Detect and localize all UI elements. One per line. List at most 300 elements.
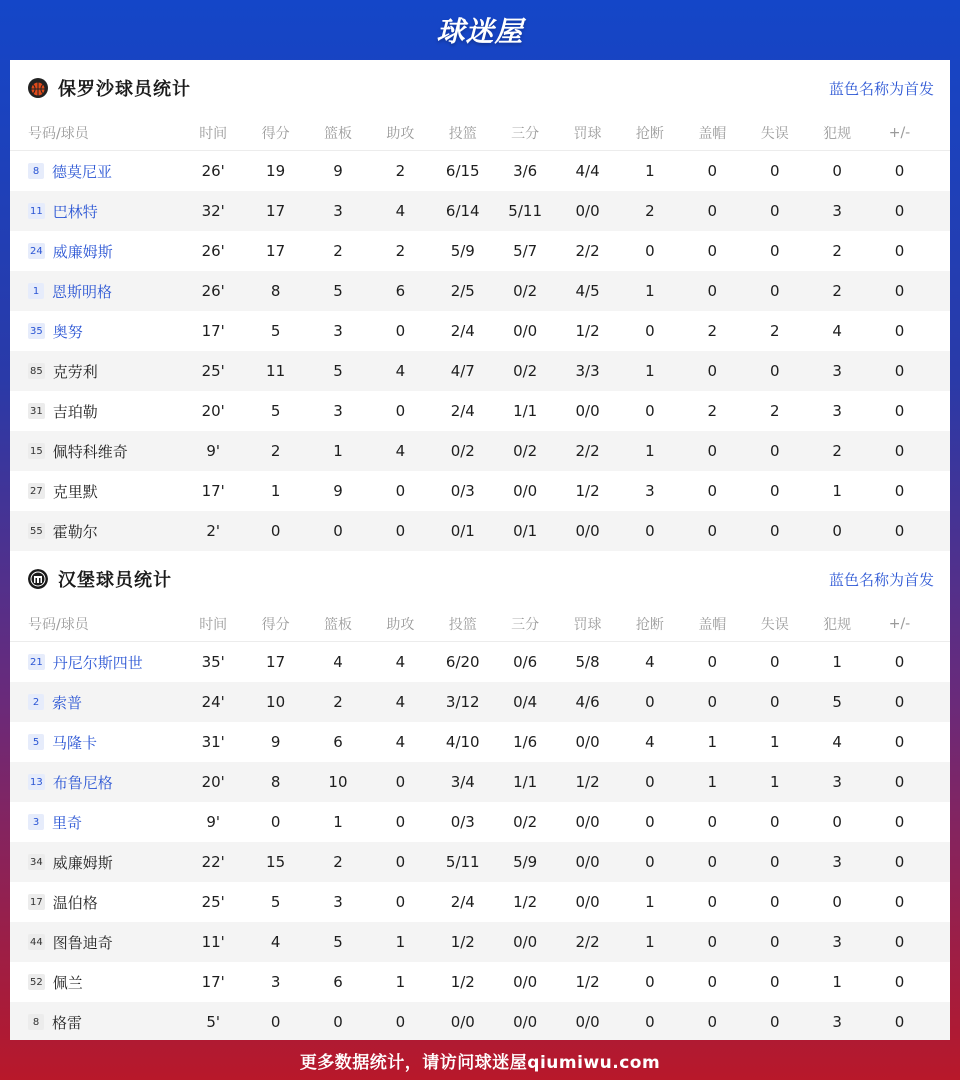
stat-plusminus: 0 [894, 442, 905, 460]
stat-rebounds: 3 [333, 893, 343, 911]
stat-rebounds: 1 [333, 813, 343, 831]
stat-steals: 4 [645, 733, 655, 751]
jersey-number-badge: 5 [28, 734, 44, 750]
stat-rebounds: 6 [333, 733, 343, 751]
stat-turnovers: 0 [769, 482, 780, 500]
stat-points: 8 [270, 773, 281, 791]
stat-three: 0/0 [513, 973, 538, 991]
stat-turnovers: 1 [769, 733, 780, 751]
stat-points: 0 [270, 1013, 281, 1031]
player-row[interactable] [10, 511, 950, 551]
stat-ft: 0/0 [575, 893, 600, 911]
stat-blocks: 0 [707, 813, 718, 831]
jersey-number-badge: 11 [28, 203, 45, 219]
column-header: 罚球 [573, 126, 602, 142]
stat-steals: 0 [645, 773, 655, 791]
stat-rebounds: 3 [333, 202, 343, 220]
stat-minutes: 32' [201, 202, 225, 220]
stats-card [10, 60, 950, 1040]
stat-assists: 1 [395, 973, 406, 991]
stat-assists: 2 [395, 242, 406, 260]
stat-minutes: 25' [201, 362, 225, 380]
stat-fouls: 0 [832, 522, 842, 540]
stat-rebounds: 3 [333, 402, 343, 420]
stat-minutes: 5' [206, 1013, 221, 1031]
stat-plusminus: 0 [894, 322, 905, 340]
stat-assists: 4 [395, 442, 406, 460]
stat-turnovers: 2 [769, 402, 780, 420]
column-header: 三分 [511, 617, 540, 633]
player-name-link[interactable]: 恩斯明格 [52, 282, 113, 301]
stat-plusminus: 0 [894, 733, 905, 751]
player-row[interactable] [10, 471, 950, 511]
stat-fg: 4/10 [445, 733, 480, 751]
stat-points: 5 [270, 402, 281, 420]
jersey-number-badge: 31 [28, 403, 45, 419]
stat-ft: 1/2 [575, 322, 600, 340]
player-cell [10, 972, 182, 993]
column-header: 时间 [199, 617, 228, 633]
stat-ft: 0/0 [575, 813, 600, 831]
stat-plusminus: 0 [894, 693, 905, 711]
stat-three: 5/11 [508, 202, 542, 220]
player-name-link[interactable]: 威廉姆斯 [52, 853, 113, 872]
team-header [10, 551, 950, 607]
column-header: 失误 [760, 617, 789, 633]
player-name-link[interactable]: 威廉姆斯 [52, 242, 113, 261]
column-header: 犯规 [823, 126, 852, 142]
stat-steals: 0 [645, 402, 655, 420]
player-row[interactable] [10, 311, 950, 351]
jersey-number-badge: 17 [28, 894, 45, 910]
stat-assists: 2 [395, 162, 406, 180]
stat-blocks: 0 [707, 442, 718, 460]
stat-turnovers: 1 [769, 773, 780, 791]
stat-fg: 5/11 [445, 853, 480, 871]
stat-ft: 0/0 [575, 402, 600, 420]
stat-points: 0 [270, 522, 281, 540]
jersey-number-badge: 52 [28, 974, 45, 990]
stat-fg: 1/2 [450, 973, 475, 991]
player-name-link[interactable]: 吉珀勒 [52, 402, 98, 421]
player-name-link[interactable]: 克里默 [52, 482, 98, 501]
stat-plusminus: 0 [894, 402, 905, 420]
stat-plusminus: 0 [894, 1013, 905, 1031]
stat-three: 0/0 [513, 933, 538, 951]
stat-fouls: 0 [832, 813, 842, 831]
stat-blocks: 0 [707, 522, 718, 540]
stat-fouls: 4 [832, 733, 842, 751]
column-header: 盖帽 [698, 617, 727, 633]
stat-steals: 0 [645, 693, 655, 711]
stat-rebounds: 2 [333, 853, 343, 871]
stat-steals: 1 [645, 442, 655, 460]
stat-ft: 4/6 [575, 693, 600, 711]
player-name-link[interactable]: 格雷 [52, 1013, 83, 1032]
stat-minutes: 24' [201, 693, 225, 711]
stat-plusminus: 0 [894, 853, 905, 871]
stat-fg: 4/7 [450, 362, 475, 380]
stat-ft: 4/4 [575, 162, 600, 180]
stat-three: 5/9 [513, 853, 538, 871]
stat-steals: 1 [645, 362, 655, 380]
player-cell [10, 892, 182, 913]
stat-fg: 3/12 [445, 693, 480, 711]
stat-fouls: 1 [832, 653, 842, 671]
stat-steals: 0 [645, 322, 655, 340]
stat-fouls: 3 [832, 402, 842, 420]
player-cell [10, 732, 182, 753]
player-cell [10, 321, 182, 342]
stat-minutes: 26' [201, 282, 225, 300]
stat-fg: 5/9 [450, 242, 475, 260]
stat-three: 3/6 [513, 162, 538, 180]
column-header: 篮板 [323, 126, 352, 142]
stat-rebounds: 0 [333, 1013, 343, 1031]
stat-plusminus: 0 [894, 242, 905, 260]
team-crest-icon [28, 569, 48, 589]
stat-ft: 2/2 [575, 242, 600, 260]
jersey-number-badge: 24 [28, 243, 45, 259]
team-section [10, 551, 950, 1040]
stat-blocks: 0 [707, 693, 718, 711]
stat-turnovers: 0 [769, 933, 780, 951]
player-cell [10, 812, 182, 833]
stat-three: 1/1 [513, 402, 538, 420]
player-row[interactable] [10, 431, 950, 471]
stat-points: 19 [266, 162, 286, 180]
stat-fg: 0/0 [450, 1013, 475, 1031]
stat-three: 1/6 [513, 733, 538, 751]
stat-fouls: 3 [832, 1013, 842, 1031]
stat-assists: 0 [395, 482, 406, 500]
player-row[interactable] [10, 802, 950, 842]
player-row[interactable] [10, 151, 950, 191]
stat-minutes: 17' [201, 482, 225, 500]
stat-plusminus: 0 [894, 282, 905, 300]
player-name-link[interactable]: 丹尼尔斯四世 [52, 653, 143, 672]
stat-fg: 2/4 [450, 322, 475, 340]
stat-minutes: 9' [206, 813, 221, 831]
jersey-number-badge: 13 [28, 774, 45, 790]
player-row[interactable] [10, 962, 950, 1002]
player-row[interactable] [10, 351, 950, 391]
stat-fg: 0/3 [450, 813, 475, 831]
player-name-link[interactable]: 佩兰 [52, 973, 83, 992]
column-header: 号码/球员 [28, 617, 89, 633]
stat-fouls: 3 [832, 202, 842, 220]
stat-assists: 1 [395, 933, 406, 951]
player-name-link[interactable]: 图鲁迪奇 [52, 933, 113, 952]
player-cell [10, 481, 182, 502]
player-name-link[interactable]: 德莫尼亚 [52, 162, 113, 181]
stat-fouls: 0 [832, 162, 842, 180]
stat-three: 0/0 [513, 482, 538, 500]
stat-minutes: 22' [201, 853, 225, 871]
stat-points: 2 [270, 442, 281, 460]
stat-ft: 0/0 [575, 522, 600, 540]
stat-assists: 4 [395, 733, 406, 751]
stat-ft: 1/2 [575, 973, 600, 991]
stat-turnovers: 0 [769, 522, 780, 540]
stat-plusminus: 0 [894, 813, 905, 831]
stat-fouls: 5 [832, 693, 842, 711]
stat-points: 17 [266, 202, 286, 220]
player-name-link[interactable]: 克劳利 [52, 362, 98, 381]
stat-ft: 0/0 [575, 853, 600, 871]
stat-rebounds: 6 [333, 973, 343, 991]
basketball-icon [28, 78, 48, 98]
stat-steals: 0 [645, 973, 655, 991]
player-name-link[interactable]: 奥努 [52, 322, 83, 341]
player-row[interactable] [10, 842, 950, 882]
stat-turnovers: 0 [769, 442, 780, 460]
player-name-link[interactable]: 里奇 [52, 813, 83, 832]
stat-steals: 1 [645, 162, 655, 180]
stat-fg: 6/14 [445, 202, 480, 220]
stat-steals: 0 [645, 813, 655, 831]
stat-points: 17 [266, 653, 286, 671]
stat-turnovers: 2 [769, 322, 780, 340]
team-title: 保罗沙球员统计 [58, 79, 191, 100]
player-cell [10, 241, 182, 262]
column-header: 三分 [511, 126, 540, 142]
column-header: +/- [888, 125, 911, 141]
column-header: 抢断 [635, 126, 664, 142]
stat-fg: 0/3 [450, 482, 475, 500]
stat-three: 5/7 [513, 242, 538, 260]
stat-minutes: 2' [206, 522, 221, 540]
stat-blocks: 0 [707, 893, 718, 911]
stat-blocks: 0 [707, 973, 718, 991]
footer-promo[interactable]: 更多数据统计，请访问球迷屋qiumiwu.com [299, 1052, 661, 1073]
jersey-number-badge: 27 [28, 483, 45, 499]
stat-three: 0/0 [513, 1013, 538, 1031]
player-cell [10, 521, 182, 542]
stat-rebounds: 2 [333, 693, 343, 711]
stat-blocks: 2 [707, 322, 718, 340]
player-row[interactable] [10, 391, 950, 431]
stat-minutes: 26' [201, 162, 225, 180]
stat-fouls: 2 [832, 242, 842, 260]
stat-blocks: 2 [707, 402, 718, 420]
column-header: 得分 [261, 126, 290, 142]
column-header: 盖帽 [698, 126, 727, 142]
player-row[interactable] [10, 1002, 950, 1040]
stat-rebounds: 9 [333, 482, 343, 500]
stat-steals: 4 [645, 653, 655, 671]
stat-fouls: 4 [832, 322, 842, 340]
player-cell [10, 852, 182, 873]
stat-points: 1 [270, 482, 281, 500]
player-name-link[interactable]: 霍勒尔 [52, 522, 98, 541]
player-name-link[interactable]: 巴林特 [52, 202, 98, 221]
stat-assists: 0 [395, 813, 406, 831]
player-cell [10, 692, 182, 713]
player-name-link[interactable]: 马隆卡 [52, 733, 98, 752]
stat-turnovers: 0 [769, 282, 780, 300]
stat-ft: 1/2 [575, 482, 600, 500]
brand-logo: 球迷屋 [436, 15, 524, 48]
player-cell [10, 772, 182, 793]
stat-minutes: 17' [201, 973, 225, 991]
column-header: 犯规 [823, 617, 852, 633]
stat-turnovers: 0 [769, 202, 780, 220]
stat-blocks: 0 [707, 362, 718, 380]
jersey-number-badge: 2 [28, 694, 44, 710]
stat-plusminus: 0 [894, 973, 905, 991]
stat-three: 0/2 [513, 813, 538, 831]
column-header: 投篮 [448, 126, 477, 142]
player-row[interactable] [10, 922, 950, 962]
player-cell [10, 441, 182, 462]
stat-three: 0/4 [513, 693, 538, 711]
stat-turnovers: 0 [769, 853, 780, 871]
stat-fouls: 1 [832, 482, 842, 500]
stat-three: 1/1 [513, 773, 538, 791]
stat-fg: 2/4 [450, 402, 475, 420]
jersey-number-badge: 21 [28, 654, 45, 670]
stat-assists: 0 [395, 1013, 406, 1031]
stat-points: 3 [270, 973, 281, 991]
player-row[interactable] [10, 682, 950, 722]
stat-assists: 4 [395, 362, 406, 380]
player-cell [10, 652, 182, 673]
stat-steals: 3 [645, 482, 655, 500]
stat-rebounds: 1 [333, 442, 343, 460]
stat-assists: 0 [395, 773, 406, 791]
player-cell [10, 361, 182, 382]
stat-assists: 6 [395, 282, 406, 300]
stat-blocks: 0 [707, 1013, 718, 1031]
column-header: 得分 [261, 617, 290, 633]
stat-fg: 6/20 [445, 653, 480, 671]
stat-fouls: 1 [832, 973, 842, 991]
stat-three: 0/1 [513, 522, 538, 540]
stat-points: 8 [270, 282, 281, 300]
stat-blocks: 0 [707, 282, 718, 300]
stat-minutes: 26' [201, 242, 225, 260]
stat-turnovers: 0 [769, 362, 780, 380]
player-name-link[interactable]: 佩特科维奇 [52, 442, 128, 461]
stat-minutes: 9' [206, 442, 221, 460]
stat-steals: 0 [645, 853, 655, 871]
stat-fouls: 0 [832, 893, 842, 911]
player-row[interactable] [10, 642, 950, 682]
stat-steals: 0 [645, 522, 655, 540]
stat-ft: 5/8 [575, 653, 600, 671]
stat-turnovers: 0 [769, 973, 780, 991]
stat-ft: 0/0 [575, 202, 600, 220]
starter-legend: 蓝色名称为首发 [828, 79, 934, 98]
player-row[interactable] [10, 722, 950, 762]
player-row[interactable] [10, 762, 950, 802]
stat-turnovers: 0 [769, 693, 780, 711]
stat-assists: 0 [395, 893, 406, 911]
stat-plusminus: 0 [894, 893, 905, 911]
jersey-number-badge: 35 [28, 323, 45, 339]
stat-steals: 1 [645, 933, 655, 951]
column-header: 罚球 [573, 617, 602, 633]
stat-plusminus: 0 [894, 162, 905, 180]
stat-blocks: 0 [707, 853, 718, 871]
player-name-link[interactable]: 温伯格 [52, 893, 98, 912]
stat-fg: 3/4 [450, 773, 475, 791]
stat-three: 0/2 [513, 282, 538, 300]
stat-blocks: 1 [707, 733, 718, 751]
stat-turnovers: 0 [769, 813, 780, 831]
stat-rebounds: 0 [333, 522, 343, 540]
stat-fouls: 3 [832, 362, 842, 380]
stat-rebounds: 10 [328, 773, 348, 791]
stat-blocks: 1 [707, 773, 718, 791]
stat-steals: 1 [645, 282, 655, 300]
player-row[interactable] [10, 191, 950, 231]
stat-turnovers: 0 [769, 893, 780, 911]
column-header: 抢断 [635, 617, 664, 633]
table-header [10, 116, 950, 151]
player-cell [10, 161, 182, 182]
stat-rebounds: 2 [333, 242, 343, 260]
column-header: 助攻 [386, 126, 415, 142]
jersey-number-badge: 8 [28, 1014, 44, 1030]
stat-fouls: 3 [832, 853, 842, 871]
stat-plusminus: 0 [894, 773, 905, 791]
column-header: 时间 [199, 126, 228, 142]
stat-ft: 2/2 [575, 933, 600, 951]
team-title: 汉堡球员统计 [58, 570, 172, 591]
player-name-link[interactable]: 布鲁尼格 [52, 773, 113, 792]
stat-plusminus: 0 [894, 653, 905, 671]
stat-ft: 3/3 [575, 362, 600, 380]
stat-rebounds: 4 [333, 653, 343, 671]
player-row[interactable] [10, 271, 950, 311]
stat-minutes: 31' [201, 733, 225, 751]
player-cell [10, 1012, 182, 1033]
stat-turnovers: 0 [769, 242, 780, 260]
stat-points: 4 [270, 933, 281, 951]
stat-ft: 0/0 [575, 1013, 600, 1031]
stat-points: 5 [270, 893, 281, 911]
stat-plusminus: 0 [894, 522, 905, 540]
stat-blocks: 0 [707, 202, 718, 220]
player-name-link[interactable]: 索普 [52, 693, 83, 712]
stat-assists: 4 [395, 653, 406, 671]
player-row[interactable] [10, 231, 950, 271]
stat-three: 0/2 [513, 362, 538, 380]
stat-rebounds: 3 [333, 322, 343, 340]
jersey-number-badge: 55 [28, 523, 45, 539]
stat-steals: 1 [645, 893, 655, 911]
stat-turnovers: 0 [769, 653, 780, 671]
stat-rebounds: 9 [333, 162, 343, 180]
stat-assists: 0 [395, 402, 406, 420]
jersey-number-badge: 15 [28, 443, 45, 459]
jersey-number-badge: 85 [28, 363, 45, 379]
stat-assists: 4 [395, 202, 406, 220]
stat-fg: 2/5 [450, 282, 475, 300]
jersey-number-badge: 34 [28, 854, 45, 870]
column-header: 失误 [760, 126, 789, 142]
stat-fg: 1/2 [450, 933, 475, 951]
team-header [10, 60, 950, 116]
player-row[interactable] [10, 882, 950, 922]
player-cell [10, 932, 182, 953]
stat-assists: 0 [395, 853, 406, 871]
stat-minutes: 35' [201, 653, 225, 671]
stat-ft: 0/0 [575, 733, 600, 751]
stat-fg: 2/4 [450, 893, 475, 911]
